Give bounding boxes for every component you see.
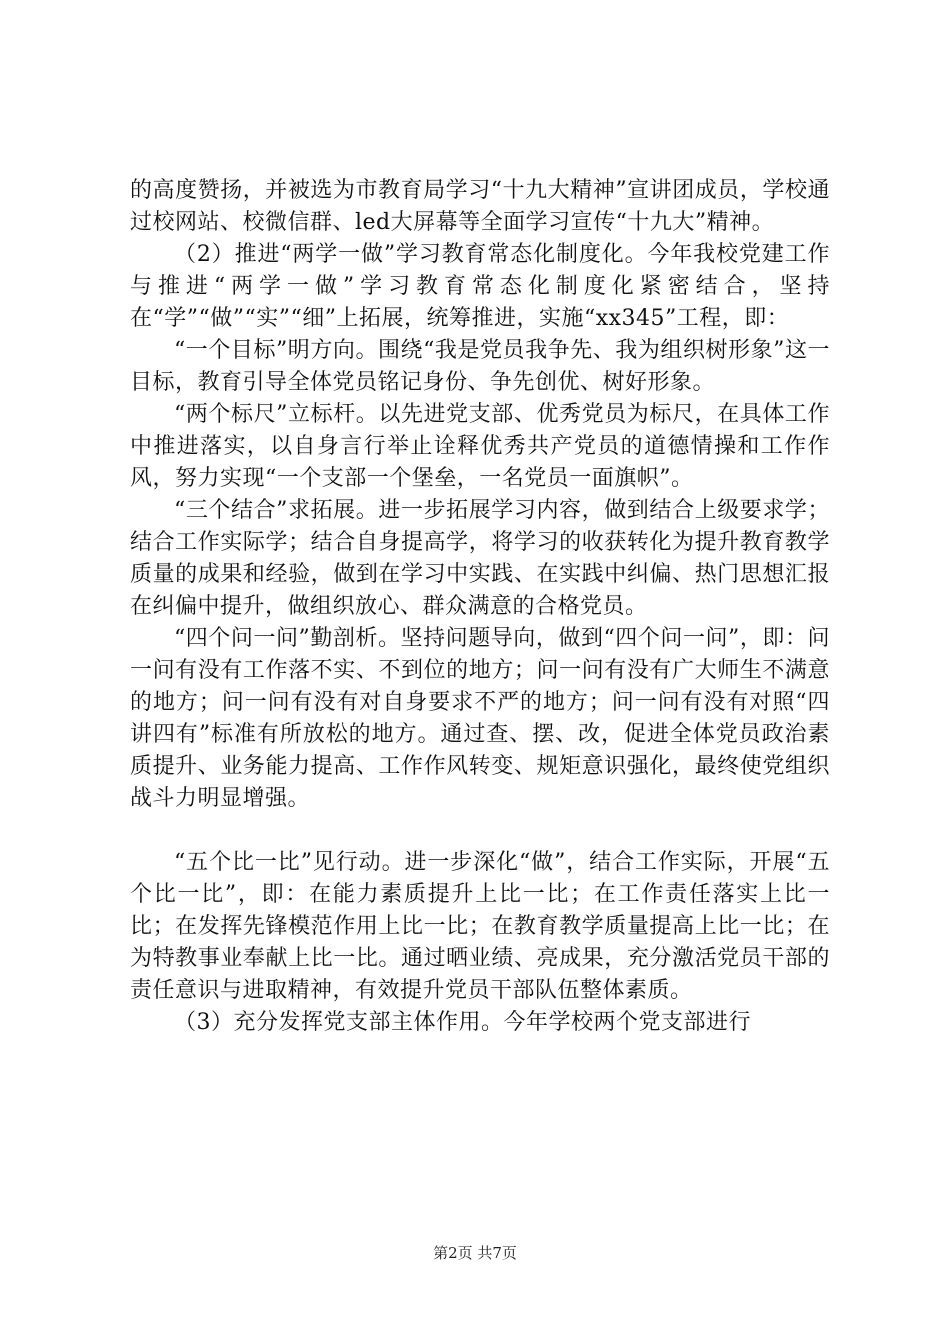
paragraph-four-questions: “四个问一问”勤剖析。坚持问题导向，做到“四个问一问”，即：问一问有没有工作落不实、不到位的地方；问一问有没有广大师生不满意的地方；问一问有没有对自身要求不严的地方；问一问有没有对照“四讲四有”标准有所放松的地方。通过查、摆、改，促进全体党员政治素质提升、业务能力提高、工作作风转变、规矩意识强化，最终使党组织战斗力明显增强。 — [130, 626, 830, 811]
paragraph-section-2: （2）推进“两学一做”学习教育常态化制度化。今年我校党建工作与推进“两学一做”学习教育常态化制度化紧密结合，坚持在“学”“做”“实”“细”上拓展，统筹推进，实施“xx345”工程，即： — [130, 242, 830, 331]
paragraph-three-combinations: “三个结合”求拓展。进一步拓展学习内容，做到结合上级要求学；结合工作实际学；结合自身提高学，将学习的收获转化为提升教育教学质量的成果和经验，做到在学习中实践、在实践中纠偏、热门思想汇报在纠偏中提升，做组织放心、群众满意的合格党员。 — [130, 498, 830, 619]
page-number-footer: 第2页 共7页 — [433, 1244, 517, 1262]
paragraph-one-goal: “一个目标”明方向。围绕“我是党员我争先、我为组织树形象”这一目标，教育引导全体党员铭记身份、争先创优、树好形象。 — [130, 338, 830, 395]
document-body — [130, 175, 830, 1039]
paragraph-continuation: 的高度赞扬，并被选为市教育局学习“十九大精神”宣讲团成员，学校通过校网站、校微信群、led大屏幕等全面学习宣传“十九大”精神。 — [130, 178, 830, 235]
paragraph-section-3: （3）充分发挥党支部主体作用。今年学校两个党支部进行 — [174, 1010, 751, 1035]
paragraph-two-standards: “两个标尺”立标杆。以先进党支部、优秀党员为标尺，在具体工作中推进落实，以自身言行举止诠释优秀共产党员的道德情操和工作作风，努力实现“一个支部一个堡垒，一名党员一面旗帜”。 — [130, 402, 830, 491]
paragraph-five-comparisons: “五个比一比”见行动。进一步深化“做”，结合工作实际，开展“五个比一比”，即：在能力素质提升上比一比；在工作责任落实上比一比；在发挥先锋模范作用上比一比；在教育教学质量提高上比一比；在为特教事业奉献上比一比。通过晒业绩、亮成果，充分激活党员干部的责任意识与进取精神，有效提升党员干部队伍整体素质。 — [130, 850, 830, 1003]
